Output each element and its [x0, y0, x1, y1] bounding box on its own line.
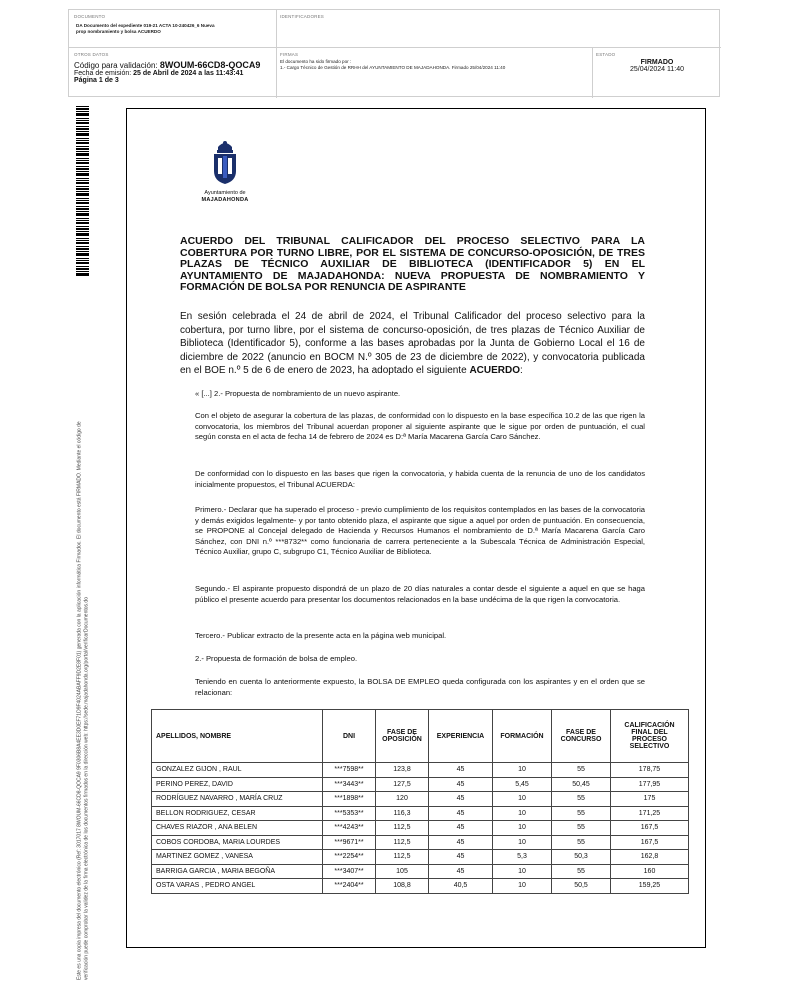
- col-header-concurso: FASE DE CONCURSO: [552, 710, 611, 763]
- table-row: [152, 806, 689, 821]
- documento-cell: [69, 10, 277, 48]
- barcode-bar: [76, 173, 89, 176]
- documento-label: DOCUMENTO: [74, 14, 106, 19]
- cell-oposicion: 123,8: [376, 763, 429, 778]
- cell-dni: ***3443**: [323, 777, 376, 792]
- barcode-bar: [76, 140, 89, 141]
- table-row: [152, 821, 689, 836]
- barcode-bar: [76, 240, 89, 241]
- cell-oposicion: 112,5: [376, 821, 429, 836]
- firmas-cell: [277, 48, 593, 98]
- barcode-bar: [76, 120, 89, 121]
- table-row: [152, 777, 689, 792]
- barcode-bar: [76, 202, 89, 204]
- cell-experiencia: 45: [429, 792, 493, 807]
- barcode-bar: [76, 153, 89, 156]
- logo-line-2: MAJADAHONDA: [201, 197, 249, 203]
- barcode-bar: [76, 248, 89, 250]
- barcode-bar: [76, 266, 89, 267]
- cell-oposicion: 112,5: [376, 835, 429, 850]
- cell-concurso: 55: [552, 835, 611, 850]
- col-header-dni: DNI: [323, 710, 376, 763]
- barcode-bar: [76, 151, 89, 152]
- cell-experiencia: 45: [429, 763, 493, 778]
- intro-text: En sesión celebrada el 24 de abril de 2024, el Tribunal Calificador del proceso selectivo para la cobertura, por turno libre, por el sistema de concurso-oposición, de tres plazas de Técnico Auxiliar de Biblioteca (Identificador 5), conforme a las bases aprobadas por la Junta de Gobierno Local el 16 de diciembre de 2022 (anuncio en BOCM N.º 305 de 23 de diciembre de 2022), y convocatoria publicada en el BOE n.º 5 de 6 de enero de 2023, ha adoptado el siguiente: [180, 311, 645, 377]
- barcode-bar: [76, 142, 89, 144]
- paragraph-conformidad: De conformidad con lo dispuesto en las bases que rigen la convocatoria, y habida cuenta de la renuncia de uno de los candidatos inicialmente propuestos, el Tribunal ACUERDA:: [195, 469, 645, 489]
- paragraph-segundo: Segundo.- El aspirante propuesto dispondrá de un plazo de 20 días naturales a contar desde el siguiente a aquel en que se haga público el presente acuerdo para presentar los documentos relacionados en la base undécima de la que rigen la convocatoria.: [195, 584, 645, 604]
- cell-dni: ***3407**: [323, 864, 376, 879]
- cell-nombre: PERINO PEREZ, DAVID: [152, 777, 323, 792]
- firmas-label: FIRMAS: [280, 52, 299, 57]
- table-row: [152, 763, 689, 778]
- barcode-bar: [76, 146, 89, 147]
- cell-formacion: 10: [493, 864, 552, 879]
- barcode-bar: [76, 206, 89, 207]
- estado-value: FIRMADO: [640, 59, 674, 66]
- cell-dni: ***1898**: [323, 792, 376, 807]
- intro-bold: ACUERDO: [469, 365, 520, 377]
- cell-experiencia: 45: [429, 806, 493, 821]
- estado-label: ESTADO: [596, 52, 616, 57]
- barcode-bar: [76, 171, 89, 172]
- barcode-bar: [76, 191, 89, 192]
- barcode-bar: [76, 268, 89, 270]
- cell-experiencia: 45: [429, 850, 493, 865]
- barcode-bar: [76, 238, 89, 239]
- cell-experiencia: 40,5: [429, 879, 493, 894]
- barcode-bar: [76, 131, 89, 132]
- cell-nombre: MARTINEZ GOMEZ , VANESA: [152, 850, 323, 865]
- cell-concurso: 55: [552, 792, 611, 807]
- cell-dni: ***2404**: [323, 879, 376, 894]
- paragraph-nombramiento-heading: « [...] 2.- Propuesta de nombramiento de un nuevo aspirante.: [195, 389, 401, 398]
- cell-oposicion: 105: [376, 864, 429, 879]
- barcode-bar: [76, 198, 89, 199]
- cell-dni: ***5353**: [323, 806, 376, 821]
- document-header: [68, 9, 720, 97]
- cell-oposicion: 116,3: [376, 806, 429, 821]
- barcode-bar: [76, 182, 89, 184]
- col-header-formacion: FORMACIÓN: [493, 710, 552, 763]
- cell-formacion: 10: [493, 879, 552, 894]
- table-header-row: [152, 710, 689, 763]
- barcode-bar: [76, 231, 89, 232]
- barcode-bar: [76, 180, 89, 181]
- cell-formacion: 5,45: [493, 777, 552, 792]
- cell-oposicion: 108,8: [376, 879, 429, 894]
- paragraph-bolsa-intro: Teniendo en cuenta lo anteriormente expuesto, la BOLSA DE EMPLEO queda configurada con los aspirantes y en el orden que se relacionan:: [195, 677, 645, 697]
- table-body: [152, 763, 689, 894]
- barcode-bar: [76, 118, 89, 119]
- table-row: [152, 864, 689, 879]
- barcode-bar: [76, 228, 89, 230]
- barcode-bar: [76, 133, 89, 136]
- cell-calificacion: 167,5: [611, 821, 689, 836]
- table-row: [152, 879, 689, 894]
- cell-calificacion: 171,25: [611, 806, 689, 821]
- barcode-bar: [76, 253, 89, 256]
- estado-date: 25/04/2024 11:40: [630, 66, 684, 73]
- barcode-bar: [76, 233, 89, 236]
- side-text-line-1: Este es una copia impresa del documento electrónico (Ref: 3017017 8WOUM-66CD8-QOCA9 9F0306B8A4EE3D0EF71D9F4024ABAFF9D2E8F01) generada con la aplicación informática Firmadoc. El documento está FIRMADO. Mediante el código de: [76, 421, 83, 980]
- col-header-calificacion: CALIFICACIÓN FINAL DEL PROCESO SELECTIVO: [611, 710, 689, 763]
- cell-nombre: COBOS CORDOBA, MARIA LOURDES: [152, 835, 323, 850]
- barcode-bar: [76, 168, 89, 170]
- barcode-bar: [76, 242, 89, 244]
- cell-concurso: 55: [552, 763, 611, 778]
- cell-experiencia: 45: [429, 835, 493, 850]
- emission-date-line: [74, 70, 271, 77]
- cell-nombre: OSTA VARAS , PEDRO ANGEL: [152, 879, 323, 894]
- cell-calificacion: 178,75: [611, 763, 689, 778]
- barcode-bar: [76, 138, 89, 139]
- cell-concurso: 50,3: [552, 850, 611, 865]
- bolsa-table: [151, 709, 689, 894]
- barcode-bar: [76, 113, 89, 116]
- barcode-bar: [76, 211, 89, 212]
- barcode-bar: [76, 208, 89, 210]
- barcode-bar: [76, 148, 89, 150]
- coat-of-arms-icon: [208, 139, 242, 185]
- cell-dni: ***2254**: [323, 850, 376, 865]
- barcode-bar: [76, 108, 89, 110]
- cell-formacion: 10: [493, 792, 552, 807]
- table-row: [152, 792, 689, 807]
- cell-formacion: 10: [493, 806, 552, 821]
- firmas-text: 1.- Cargo Técnico de Gestión de RRHH del AYUNTAMIENTO DE MAJADAHONDA. Firmado 25/04/2024 11:40: [280, 65, 506, 70]
- barcode-bar: [76, 200, 89, 201]
- cell-experiencia: 45: [429, 777, 493, 792]
- barcode-bar: [76, 166, 89, 167]
- barcode-bar: [76, 122, 89, 124]
- cell-dni: ***4243**: [323, 821, 376, 836]
- cell-nombre: GONZALEZ GIJON , RAUL: [152, 763, 323, 778]
- barcode-bar: [76, 162, 89, 164]
- barcode-bar: [76, 193, 89, 196]
- barcode-bar: [76, 160, 89, 161]
- otros-datos-cell: [69, 48, 277, 98]
- cell-formacion: 10: [493, 821, 552, 836]
- barcode-bar: [76, 188, 89, 190]
- barcode-bar: [76, 178, 89, 179]
- barcode-bar: [76, 186, 89, 187]
- validation-code: 8WOUM-66CD8-QOCA9: [159, 60, 261, 70]
- cell-nombre: CHAVES RIAZOR , ANA BELEN: [152, 821, 323, 836]
- barcode: [76, 106, 89, 278]
- cell-calificacion: 162,8: [611, 850, 689, 865]
- paragraph-primero: Primero.- Declarar que ha superado el proceso - previo cumplimiento de los requisitos contemplados en las bases de la convocatoria y demás exigidos legalmente- y por tanto obtenido plaza, el aspirante que sigue a aquel por orden de puntuación. En consecuencia, se PROPONE al Concejal delegado de Hacienda y Recursos Humanos el nombramiento de D.ª María Macarena García Caro Sánchez, con DNI n.º ***8732** como funcionaria de carrera perteneciente a la Subescala Técnica de Administración Especial, Técnico Auxiliar, grupo C, subgrupo C1, Técnico Auxiliar de Biblioteca.: [195, 505, 645, 556]
- cell-concurso: 50,5: [552, 879, 611, 894]
- cell-experiencia: 45: [429, 821, 493, 836]
- estado-cell: [593, 48, 721, 98]
- cell-calificacion: 159,25: [611, 879, 689, 894]
- barcode-bar: [76, 126, 89, 127]
- barcode-bar: [76, 220, 89, 221]
- barcode-bar: [76, 111, 89, 112]
- barcode-bar: [76, 260, 89, 261]
- table-row: [152, 850, 689, 865]
- cell-calificacion: 175: [611, 792, 689, 807]
- cell-formacion: 10: [493, 763, 552, 778]
- barcode-bar: [76, 273, 89, 276]
- logo-line-1: Ayuntamiento de: [204, 190, 246, 196]
- cell-formacion: 5,3: [493, 850, 552, 865]
- paragraph-bolsa-heading: 2.- Propuesta de formación de bolsa de empleo.: [195, 654, 358, 663]
- otros-datos-label: OTROS DATOS: [74, 52, 109, 57]
- barcode-bar: [76, 222, 89, 224]
- cell-nombre: BARRIGA GARCIA , MARIA BEGOÑA: [152, 864, 323, 879]
- cell-calificacion: 167,5: [611, 835, 689, 850]
- barcode-bar: [76, 246, 89, 247]
- cell-concurso: 55: [552, 864, 611, 879]
- barcode-bar: [76, 262, 89, 264]
- barcode-bar: [76, 251, 89, 252]
- page-number: Página 1 de 3: [74, 77, 119, 84]
- intro-end: :: [520, 365, 523, 377]
- barcode-bar: [76, 226, 89, 227]
- cell-concurso: 55: [552, 806, 611, 821]
- cell-oposicion: 112,5: [376, 850, 429, 865]
- intro-paragraph: [180, 310, 645, 378]
- codigo-label: Código para validación:: [74, 61, 158, 70]
- identificadores-cell: [277, 10, 721, 48]
- cell-formacion: 10: [493, 835, 552, 850]
- col-header-nombre: APELLIDOS, NOMBRE: [152, 710, 323, 763]
- cell-nombre: RODRÍGUEZ NAVARRO , MARÍA CRUZ: [152, 792, 323, 807]
- col-header-oposicion: FASE DE OPOSICIÓN: [376, 710, 429, 763]
- barcode-bar: [76, 158, 89, 159]
- cell-concurso: 55: [552, 821, 611, 836]
- firmas-intro: El documento ha sido firmado por :: [280, 59, 352, 64]
- cell-experiencia: 45: [429, 864, 493, 879]
- documento-text: DA Documento del expediente 019-21 ACTA 10-240426_6 Nueva prop nombramiento y bolsa ACUERDO: [76, 23, 215, 34]
- emission-date: 25 de Abril de 2024 a las 11:43:41: [133, 70, 244, 77]
- side-text-line-2: verificación puede comprobar la validez de la firma electrónica de los documentos firmados en la dirección web: https://sede.majadahonda.org/portal/verificarDocumentos.do: [83, 597, 89, 980]
- cell-concurso: 50,45: [552, 777, 611, 792]
- paragraph-tercero: Tercero.- Publicar extracto de la presente acta en la página web municipal.: [195, 631, 447, 640]
- barcode-bar: [76, 258, 89, 259]
- validation-code-line: [74, 60, 271, 70]
- barcode-bar: [76, 128, 89, 130]
- cell-dni: ***7598**: [323, 763, 376, 778]
- barcode-bar: [76, 218, 89, 219]
- cell-calificacion: 160: [611, 864, 689, 879]
- cell-dni: ***9671**: [323, 835, 376, 850]
- ayuntamiento-logo: [190, 139, 260, 211]
- identificadores-label: IDENTIFICADORES: [280, 14, 325, 19]
- cell-oposicion: 127,5: [376, 777, 429, 792]
- side-verification-text: [77, 300, 90, 980]
- paragraph-objeto: Con el objeto de asegurar la cobertura de las plazas, de conformidad con lo dispuesto en la base específica 10.2 de las que rigen la convocatoria, los miembros del Tribunal acuerdan proponer al siguiente aspirante que le sigue por orden de puntuación, el cual según consta en el acta de fecha 14 de febrero de 2024 es D:ª María Macarena García Caro Sánchez.: [195, 411, 645, 441]
- col-header-experiencia: EXPERIENCIA: [429, 710, 493, 763]
- barcode-bar: [76, 213, 89, 216]
- fecha-label: Fecha de emisión:: [74, 70, 132, 77]
- cell-calificacion: 177,95: [611, 777, 689, 792]
- cell-oposicion: 120: [376, 792, 429, 807]
- cell-nombre: BELLON RODRIGUEZ, CESAR: [152, 806, 323, 821]
- document-title: ACUERDO DEL TRIBUNAL CALIFICADOR DEL PROCESO SELECTIVO PARA LA COBERTURA POR TURNO LIBRE, POR EL SISTEMA DE CONCURSO-OPOSICIÓN, DE TRES PLAZAS DE TÉCNICO AUXILIAR DE BIBLIOTECA (IDENTIFICADOR 5) EN EL AYUNTAMIENTO DE MAJADAHONDA: NUEVA PROPUESTA DE NOMBRAMIENTO Y FORMACIÓN DE BOLSA POR RENUNCIA DE ASPIRANTE: [180, 235, 645, 294]
- barcode-bar: [76, 271, 89, 272]
- barcode-bar: [76, 106, 89, 107]
- table-row: [152, 835, 689, 850]
